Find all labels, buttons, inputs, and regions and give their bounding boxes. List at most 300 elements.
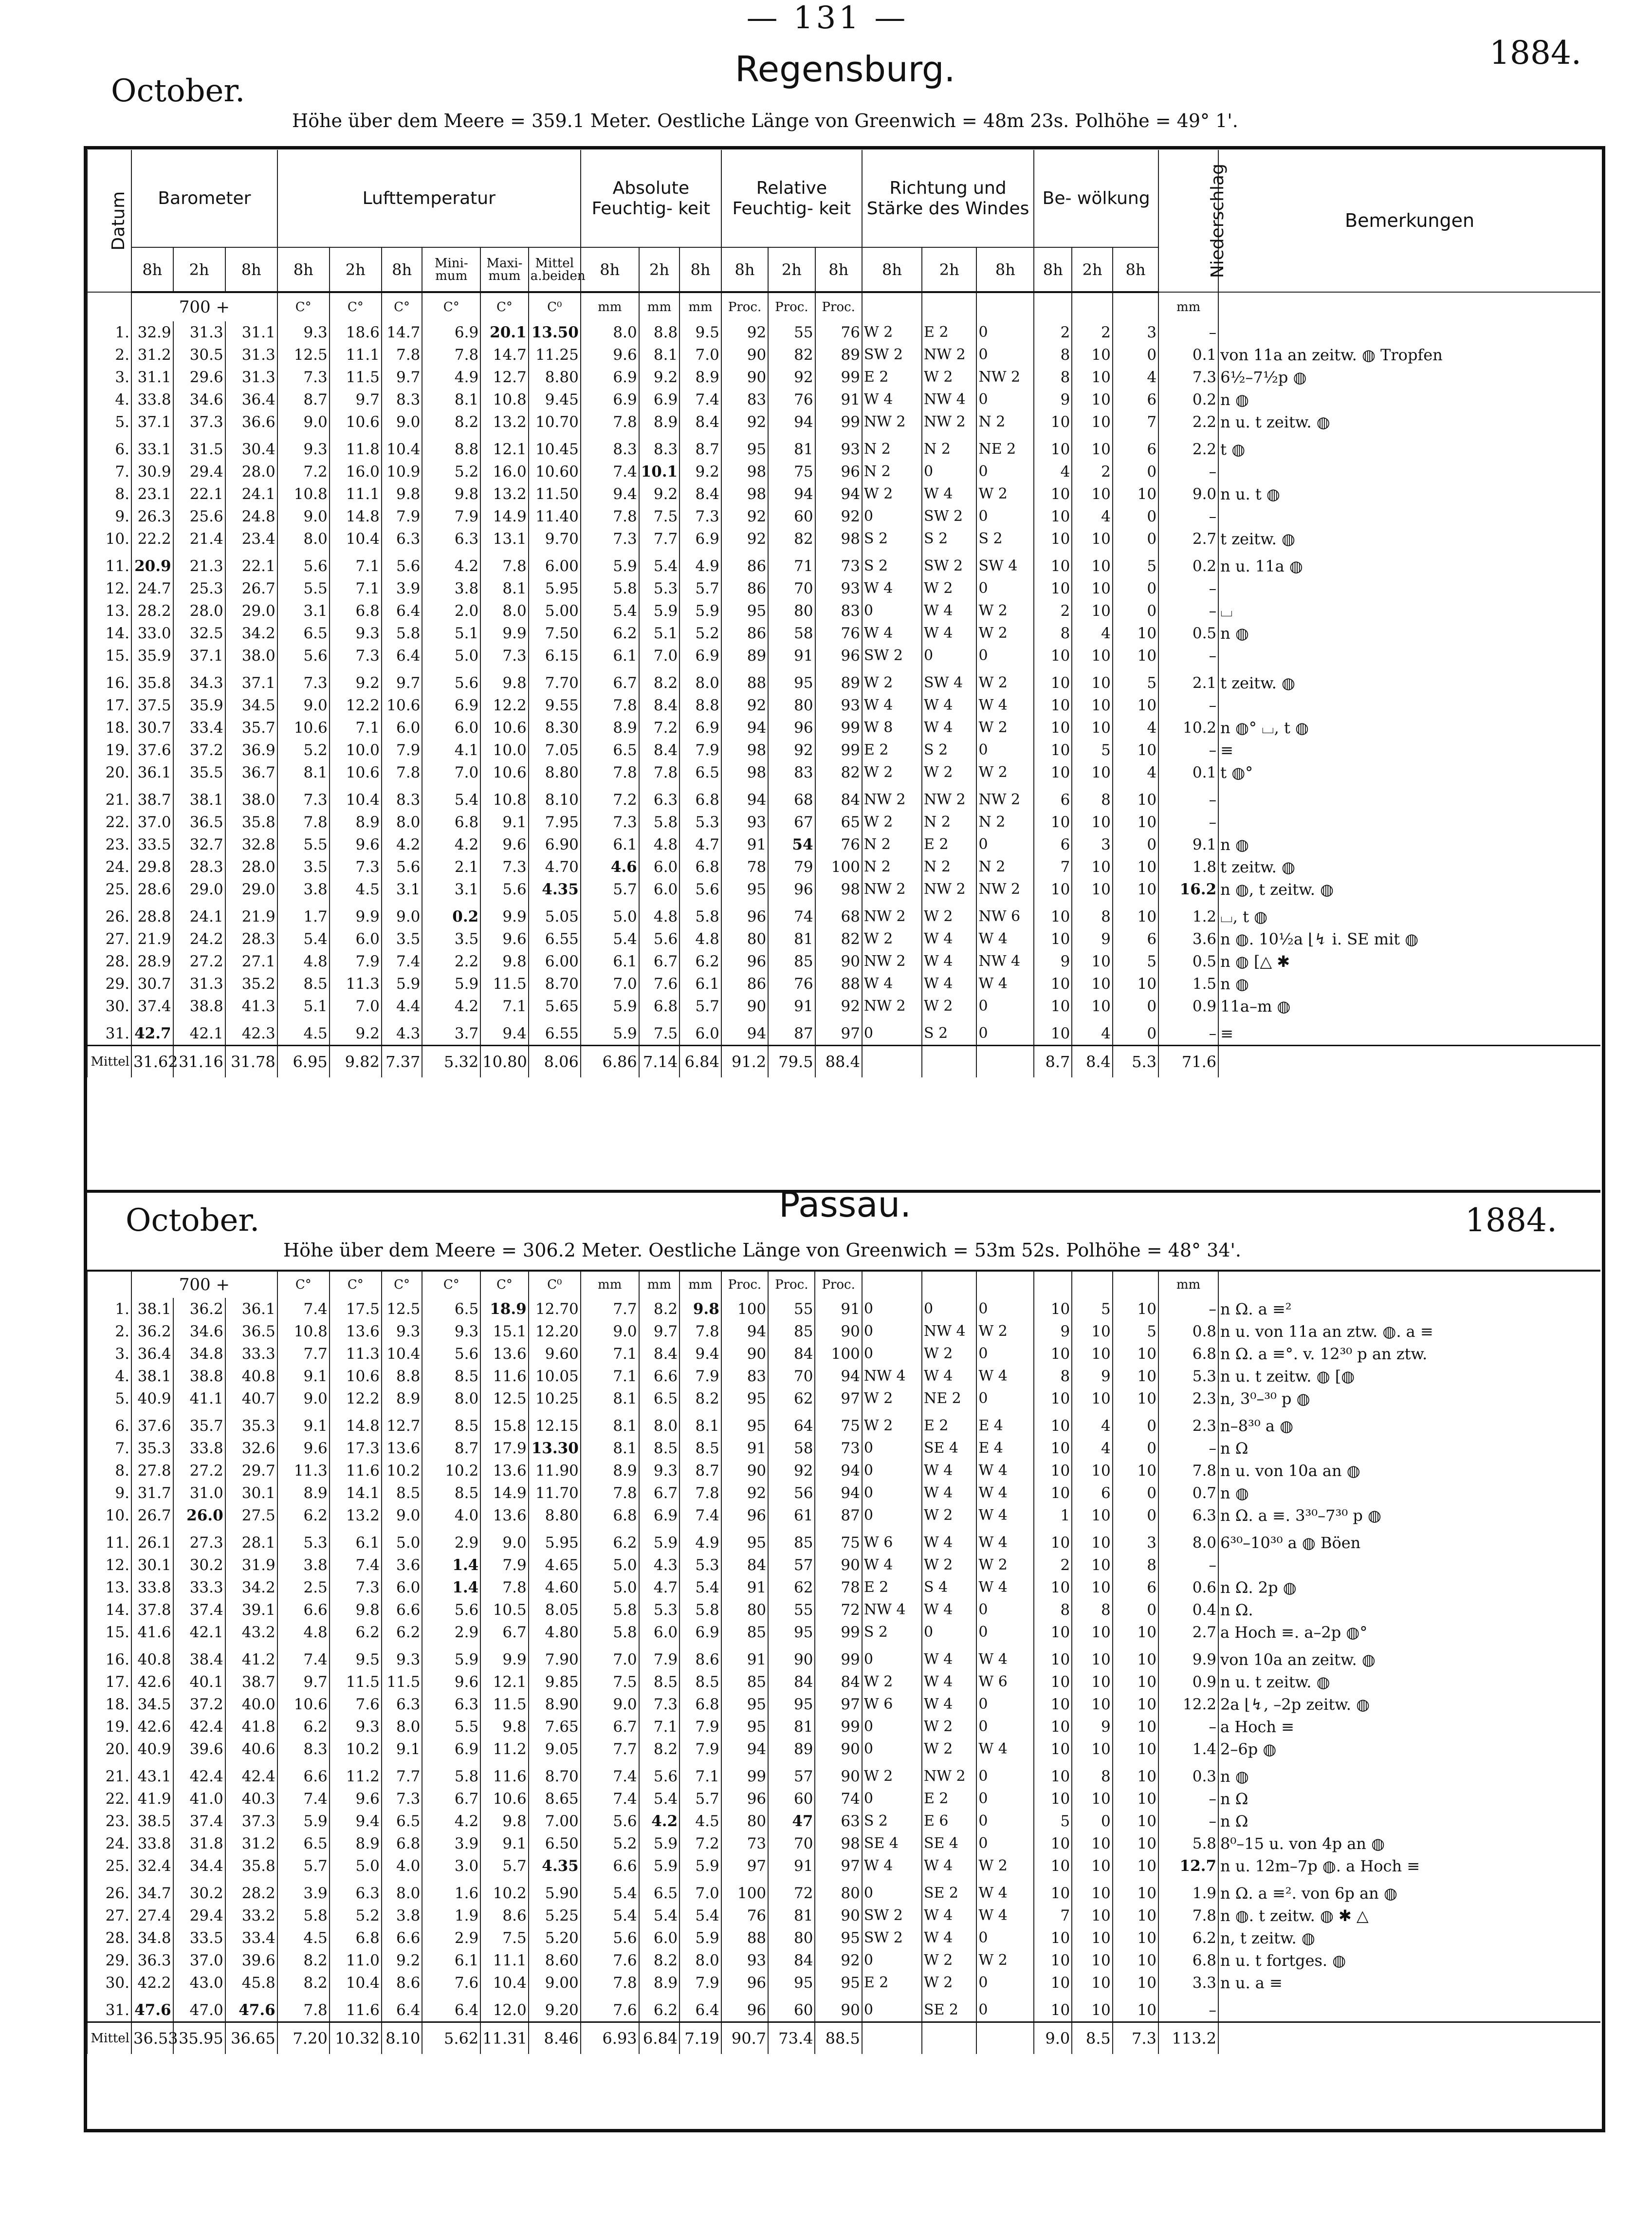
cell-wind-8h-evening: 0 <box>976 739 1034 761</box>
cell-niederschlag: – <box>1158 811 1218 833</box>
cell-wind-8h-evening: W 4 <box>976 1738 1034 1760</box>
cell-temp-8h: 5.1 <box>277 995 330 1017</box>
table-row <box>87 438 1600 461</box>
cell-baro-8h: 31.1 <box>131 366 173 388</box>
table-row <box>87 1972 1600 1994</box>
cell-wind-2h: S 2 <box>922 1022 976 1046</box>
table-row <box>87 1532 1600 1554</box>
cell-temp-max: 9.6 <box>480 833 528 856</box>
table-row <box>87 1320 1600 1343</box>
cell-niederschlag: 1.2 <box>1158 906 1218 928</box>
cell-abs-8h-evening: 5.6 <box>679 878 721 901</box>
cell-rel-2h: 80 <box>768 600 815 622</box>
cell-temp-min: 6.3 <box>422 1693 480 1716</box>
cell-bemerkung: n Ω <box>1218 1788 1600 1810</box>
cell-cloud-8h: 10 <box>1034 1298 1072 1320</box>
cell-niederschlag: 0.1 <box>1158 344 1218 366</box>
cell-baro-8h: 42.7 <box>131 1022 173 1046</box>
cell-rel-2h: 55 <box>768 1599 815 1621</box>
cell-temp-min: 10.2 <box>422 1460 480 1482</box>
cell-rel-8h: 93 <box>721 811 768 833</box>
cell-temp-8h-evening: 3.5 <box>382 928 422 950</box>
cell-abs-8h: 8.1 <box>581 1387 639 1410</box>
cell-baro-8h-evening: 34.5 <box>225 694 277 717</box>
table-row <box>87 973 1600 995</box>
cell-rel-8h-evening: 80 <box>815 1882 862 1905</box>
cell-temp-8h: 6.2 <box>277 1716 330 1738</box>
cell-abs-8h: 7.8 <box>581 1482 639 1504</box>
cell-temp-8h: 5.5 <box>277 577 330 600</box>
cell-abs-2h: 8.4 <box>639 694 680 717</box>
cell-baro-8h-evening: 37.1 <box>225 672 277 694</box>
unit-c: C° <box>382 292 422 321</box>
cell-abs-8h-evening: 9.5 <box>679 321 721 344</box>
cell-rel-2h: 84 <box>768 1343 815 1365</box>
cell-wind-8h-evening: 0 <box>976 1621 1034 1644</box>
cell-rel-2h: 76 <box>768 388 815 411</box>
cell-wind-8h: NW 4 <box>862 1599 922 1621</box>
cell-temp-8h-evening: 6.6 <box>382 1599 422 1621</box>
cell-cloud-2h: 10 <box>1072 1504 1113 1527</box>
cell-temp-2h: 11.1 <box>330 344 382 366</box>
cell-temp-mittel: 7.00 <box>529 1810 581 1832</box>
cell-temp-8h: 6.5 <box>277 622 330 645</box>
mean-temp-2h: 9.82 <box>330 1046 382 1078</box>
cell-niederschlag: – <box>1158 1298 1218 1320</box>
cell-wind-2h: W 4 <box>922 1365 976 1387</box>
cell-wind-8h-evening: NW 4 <box>976 950 1034 973</box>
cell-date: 19. <box>87 1716 131 1738</box>
cell-wind-2h: E 2 <box>922 321 976 344</box>
cell-temp-2h: 9.3 <box>330 1716 382 1738</box>
cell-wind-8h: 0 <box>862 1648 922 1671</box>
cell-bemerkung: ⌴, t ◍ <box>1218 906 1600 928</box>
cell-baro-2h: 21.3 <box>173 555 225 577</box>
cell-wind-8h-evening: 0 <box>976 1832 1034 1855</box>
cell-baro-8h: 32.9 <box>131 321 173 344</box>
cell-cloud-8h-evening: 0 <box>1113 600 1158 622</box>
col-2h: 2h <box>768 247 815 292</box>
cell-abs-2h: 9.7 <box>639 1320 680 1343</box>
cell-cloud-8h: 10 <box>1034 1532 1072 1554</box>
cell-temp-max: 13.6 <box>480 1504 528 1527</box>
cell-temp-max: 13.1 <box>480 528 528 550</box>
mean-temp-2h: 10.32 <box>330 2022 382 2054</box>
cell-temp-2h: 7.4 <box>330 1554 382 1576</box>
cell-abs-8h-evening: 6.8 <box>679 789 721 811</box>
cell-wind-2h: 0 <box>922 645 976 667</box>
cell-wind-8h: N 2 <box>862 833 922 856</box>
cell-temp-2h: 10.6 <box>330 1365 382 1387</box>
cell-baro-8h-evening: 30.1 <box>225 1482 277 1504</box>
cell-temp-8h: 5.6 <box>277 555 330 577</box>
unit-c: C° <box>277 1271 330 1298</box>
cell-wind-8h-evening: 0 <box>976 1810 1034 1832</box>
cell-cloud-8h: 9 <box>1034 1320 1072 1343</box>
cell-abs-2h: 5.4 <box>639 555 680 577</box>
cell-temp-mittel: 8.70 <box>529 1765 581 1788</box>
cell-baro-2h: 31.3 <box>173 973 225 995</box>
cell-baro-8h-evening: 36.1 <box>225 1298 277 1320</box>
cell-baro-8h-evening: 24.1 <box>225 483 277 505</box>
cell-rel-8h-evening: 84 <box>815 789 862 811</box>
cell-wind-8h: W 4 <box>862 1855 922 1877</box>
cell-baro-8h-evening: 26.7 <box>225 577 277 600</box>
cell-rel-2h: 95 <box>768 1972 815 1994</box>
cell-wind-2h: W 4 <box>922 1648 976 1671</box>
cell-date: 11. <box>87 1532 131 1554</box>
cell-wind-2h: W 4 <box>922 483 976 505</box>
cell-baro-8h-evening: 31.3 <box>225 344 277 366</box>
cell-temp-2h: 9.9 <box>330 906 382 928</box>
cell-temp-2h: 14.8 <box>330 1415 382 1437</box>
cell-cloud-8h-evening: 10 <box>1113 1855 1158 1877</box>
cell-cloud-8h: 10 <box>1034 1927 1072 1949</box>
table-row <box>87 717 1600 739</box>
niederschlag-header: Niederschlag <box>1158 150 1218 292</box>
table-row <box>87 622 1600 645</box>
cell-temp-max: 9.1 <box>480 1832 528 1855</box>
cell-cloud-8h: 10 <box>1034 995 1072 1017</box>
cell-baro-8h: 38.5 <box>131 1810 173 1832</box>
cell-date: 31. <box>87 1022 131 1046</box>
cell-wind-8h-evening: W 4 <box>976 973 1034 995</box>
cell-abs-2h: 10.1 <box>639 461 680 483</box>
cell-cloud-2h: 10 <box>1072 1648 1113 1671</box>
cell-abs-2h: 5.9 <box>639 1532 680 1554</box>
cell-rel-8h-evening: 73 <box>815 555 862 577</box>
cell-baro-8h: 37.6 <box>131 739 173 761</box>
cell-temp-min: 3.7 <box>422 1022 480 1046</box>
cell-baro-2h: 29.4 <box>173 1905 225 1927</box>
cell-rel-8h: 91 <box>721 1437 768 1460</box>
cell-temp-min: 6.9 <box>422 321 480 344</box>
unit-mm: mm <box>1158 292 1218 321</box>
cell-temp-max: 20.1 <box>480 321 528 344</box>
cell-temp-min: 8.0 <box>422 1387 480 1410</box>
cell-date: 28. <box>87 950 131 973</box>
cell-temp-max: 11.5 <box>480 973 528 995</box>
cell-cloud-2h: 10 <box>1072 1387 1113 1410</box>
cell-temp-8h: 8.5 <box>277 973 330 995</box>
cell-niederschlag: 1.5 <box>1158 973 1218 995</box>
cell-baro-8h: 42.6 <box>131 1716 173 1738</box>
cell-cloud-8h-evening: 6 <box>1113 1576 1158 1599</box>
cell-wind-8h-evening: 0 <box>976 1716 1034 1738</box>
cell-rel-8h-evening: 76 <box>815 833 862 856</box>
cell-baro-8h: 36.2 <box>131 1320 173 1343</box>
cell-baro-8h: 30.9 <box>131 461 173 483</box>
passau-rows <box>87 1298 1600 2054</box>
cell-wind-8h-evening: W 6 <box>976 1671 1034 1693</box>
cell-wind-8h-evening: W 4 <box>976 1460 1034 1482</box>
cell-cloud-8h: 10 <box>1034 1882 1072 1905</box>
cell-cloud-2h: 10 <box>1072 411 1113 433</box>
table-row <box>87 995 1600 1017</box>
cell-rel-8h: 97 <box>721 1855 768 1877</box>
cell-wind-8h: NW 2 <box>862 878 922 901</box>
bemerkungen-header: Bemerkungen <box>1218 150 1600 292</box>
cell-abs-8h-evening: 7.9 <box>679 1716 721 1738</box>
datum-header: Datum <box>87 150 131 292</box>
cell-abs-8h: 8.9 <box>581 1460 639 1482</box>
cell-cloud-8h-evening: 10 <box>1113 1999 1158 2022</box>
cell-abs-2h: 9.2 <box>639 483 680 505</box>
cell-bemerkung: a Hoch ≡. a–2p ◍° <box>1218 1621 1600 1644</box>
cell-wind-8h: S 2 <box>862 1621 922 1644</box>
cell-baro-8h: 37.6 <box>131 1415 173 1437</box>
cell-baro-8h-evening: 28.0 <box>225 856 277 878</box>
cell-temp-8h: 6.2 <box>277 1504 330 1527</box>
cell-bemerkung: n u. t zeitw. ◍ <box>1218 1671 1600 1693</box>
cell-baro-8h: 34.7 <box>131 1882 173 1905</box>
cell-bemerkung <box>1218 1999 1600 2022</box>
table-row <box>87 950 1600 973</box>
cell-baro-2h: 31.5 <box>173 438 225 461</box>
cell-baro-2h: 42.1 <box>173 1621 225 1644</box>
cell-abs-8h: 6.6 <box>581 1855 639 1877</box>
table-row <box>87 833 1600 856</box>
unit-cell <box>1113 292 1158 321</box>
cell-temp-2h: 16.0 <box>330 461 382 483</box>
cell-wind-2h: SE 4 <box>922 1832 976 1855</box>
cell-temp-8h-evening: 12.7 <box>382 1415 422 1437</box>
unit-cell <box>1218 292 1600 321</box>
cell-baro-8h-evening: 21.9 <box>225 906 277 928</box>
cell-wind-8h: W 2 <box>862 672 922 694</box>
cell-abs-2h: 7.5 <box>639 1022 680 1046</box>
cell-cloud-8h: 10 <box>1034 1972 1072 1994</box>
cell-bemerkung: n ◍. 10½a ⌊↯ i. SE mit ◍ <box>1218 928 1600 950</box>
cell-baro-8h-evening: 31.1 <box>225 321 277 344</box>
cell-wind-8h-evening: 0 <box>976 1765 1034 1788</box>
cell-niederschlag: 2.3 <box>1158 1387 1218 1410</box>
cell-temp-mittel: 9.45 <box>529 388 581 411</box>
cell-temp-mittel: 8.60 <box>529 1949 581 1972</box>
table-row <box>87 366 1600 388</box>
cell-cloud-8h-evening: 0 <box>1113 1504 1158 1527</box>
cell-rel-2h: 95 <box>768 1621 815 1644</box>
cell-temp-2h: 10.2 <box>330 1738 382 1760</box>
table-row <box>87 1810 1600 1832</box>
cell-wind-2h: W 2 <box>922 577 976 600</box>
cell-niederschlag: 2.3 <box>1158 1415 1218 1437</box>
unit-mm: mm <box>581 292 639 321</box>
cell-temp-max: 14.9 <box>480 1482 528 1504</box>
cell-rel-8h-evening: 96 <box>815 645 862 667</box>
cell-rel-8h-evening: 92 <box>815 1949 862 1972</box>
col-8h: 8h <box>862 247 922 292</box>
cell-abs-8h-evening: 4.9 <box>679 1532 721 1554</box>
cell-baro-2h: 37.0 <box>173 1949 225 1972</box>
cell-temp-max: 10.6 <box>480 717 528 739</box>
cell-cloud-2h: 5 <box>1072 739 1113 761</box>
cell-temp-mittel: 9.05 <box>529 1738 581 1760</box>
cell-temp-8h: 6.6 <box>277 1765 330 1788</box>
cell-cloud-8h-evening: 5 <box>1113 950 1158 973</box>
unit-baro: 700 + <box>131 1271 277 1298</box>
cell-wind-2h: W 4 <box>922 973 976 995</box>
cell-baro-8h: 22.2 <box>131 528 173 550</box>
table-row <box>87 1460 1600 1482</box>
cell-temp-min: 4.9 <box>422 366 480 388</box>
cell-rel-8h: 94 <box>721 1022 768 1046</box>
cell-abs-2h: 8.4 <box>639 1343 680 1365</box>
cell-abs-8h-evening: 7.4 <box>679 1504 721 1527</box>
cell-temp-8h: 8.0 <box>277 528 330 550</box>
regensburg-table <box>87 150 1600 1077</box>
cell-wind-2h: S 2 <box>922 739 976 761</box>
cell-temp-2h: 13.6 <box>330 1320 382 1343</box>
cell-abs-2h: 6.5 <box>639 1882 680 1905</box>
cell-temp-8h: 8.1 <box>277 761 330 784</box>
cell-abs-8h-evening: 9.2 <box>679 461 721 483</box>
cell-date: 24. <box>87 1832 131 1855</box>
cell-cloud-8h: 9 <box>1034 388 1072 411</box>
cell-wind-8h: NW 2 <box>862 995 922 1017</box>
cell-abs-8h: 8.3 <box>581 438 639 461</box>
cell-cloud-8h-evening: 10 <box>1113 1905 1158 1927</box>
cell-temp-max: 9.9 <box>480 1648 528 1671</box>
cell-temp-min: 9.3 <box>422 1320 480 1343</box>
cell-temp-2h: 11.6 <box>330 1460 382 1482</box>
cell-rel-8h: 90 <box>721 366 768 388</box>
cell-cloud-2h: 2 <box>1072 461 1113 483</box>
unit-baro: 700 + <box>131 292 277 321</box>
cell-temp-8h: 9.3 <box>277 438 330 461</box>
cell-temp-8h-evening: 9.0 <box>382 411 422 433</box>
cell-baro-2h: 29.0 <box>173 878 225 901</box>
cell-abs-2h: 5.3 <box>639 577 680 600</box>
table-row <box>87 1738 1600 1760</box>
col-2h: 2h <box>173 247 225 292</box>
cell-wind-8h-evening: W 4 <box>976 1482 1034 1504</box>
cell-wind-2h: SE 4 <box>922 1437 976 1460</box>
cell-baro-2h: 27.3 <box>173 1532 225 1554</box>
cell-rel-8h-evening: 90 <box>815 1738 862 1760</box>
cell-date: 4. <box>87 1365 131 1387</box>
cell-abs-8h-evening: 7.4 <box>679 388 721 411</box>
cell-temp-8h-evening: 4.4 <box>382 995 422 1017</box>
col-minimum: Mini- mum <box>422 247 480 292</box>
cell-wind-8h: SW 2 <box>862 344 922 366</box>
cell-baro-8h-evening: 40.8 <box>225 1365 277 1387</box>
cell-date: 7. <box>87 461 131 483</box>
cell-temp-max: 12.2 <box>480 694 528 717</box>
cell-temp-2h: 11.3 <box>330 1343 382 1365</box>
mean-row <box>87 2022 1600 2054</box>
mean-rel-8h: 90.7 <box>721 2022 768 2054</box>
cell-abs-8h: 7.4 <box>581 1788 639 1810</box>
cell-cloud-2h: 10 <box>1072 1320 1113 1343</box>
table-row <box>87 761 1600 784</box>
cell-date: 4. <box>87 388 131 411</box>
cell-niederschlag: – <box>1158 505 1218 528</box>
cell-temp-min: 5.2 <box>422 461 480 483</box>
cell-rel-8h-evening: 99 <box>815 717 862 739</box>
cell-rel-8h: 90 <box>721 1460 768 1482</box>
cell-abs-8h-evening: 7.8 <box>679 1320 721 1343</box>
cell-baro-8h: 30.1 <box>131 1554 173 1576</box>
mean-abs-2h: 7.14 <box>639 1046 680 1078</box>
cell-cloud-2h: 10 <box>1072 1832 1113 1855</box>
cell-niederschlag: – <box>1158 577 1218 600</box>
cell-temp-max: 9.8 <box>480 672 528 694</box>
cell-niederschlag: 3.3 <box>1158 1972 1218 1994</box>
cell-baro-8h-evening: 42.4 <box>225 1765 277 1788</box>
cell-wind-8h-evening: W 2 <box>976 761 1034 784</box>
cell-temp-8h-evening: 8.0 <box>382 1716 422 1738</box>
group-gap <box>87 901 1600 906</box>
cell-rel-8h-evening: 96 <box>815 461 862 483</box>
cell-rel-8h-evening: 98 <box>815 878 862 901</box>
cell-abs-8h-evening: 5.3 <box>679 1554 721 1576</box>
cell-temp-8h: 10.6 <box>277 1693 330 1716</box>
cell-temp-min: 2.1 <box>422 856 480 878</box>
cell-temp-mittel: 6.00 <box>529 555 581 577</box>
cell-temp-max: 12.5 <box>480 1387 528 1410</box>
cell-rel-8h-evening: 97 <box>815 1693 862 1716</box>
cell-abs-8h-evening: 5.2 <box>679 622 721 645</box>
col-2h: 2h <box>330 247 382 292</box>
cell-date: 12. <box>87 1554 131 1576</box>
cell-abs-2h: 7.7 <box>639 528 680 550</box>
cell-baro-8h: 40.9 <box>131 1387 173 1410</box>
cell-wind-8h-evening: W 4 <box>976 1532 1034 1554</box>
cell-abs-2h: 7.6 <box>639 973 680 995</box>
cell-abs-8h: 7.3 <box>581 811 639 833</box>
cell-cloud-8h: 10 <box>1034 1693 1072 1716</box>
cell-baro-2h: 47.0 <box>173 1999 225 2022</box>
cell-baro-2h: 21.4 <box>173 528 225 550</box>
cell-temp-2h: 14.8 <box>330 505 382 528</box>
cell-wind-8h: 0 <box>862 1320 922 1343</box>
cell-temp-8h: 5.7 <box>277 1855 330 1877</box>
mean-cloud-8h-evening: 5.3 <box>1113 1046 1158 1078</box>
cell-temp-8h: 5.4 <box>277 928 330 950</box>
cell-temp-8h: 7.4 <box>277 1648 330 1671</box>
cell-temp-2h: 10.0 <box>330 739 382 761</box>
cell-baro-2h: 30.2 <box>173 1882 225 1905</box>
cell-abs-2h: 8.2 <box>639 1738 680 1760</box>
cell-temp-8h-evening: 6.3 <box>382 528 422 550</box>
cell-wind-8h-evening: W 2 <box>976 1949 1034 1972</box>
cell-temp-max: 11.5 <box>480 1693 528 1716</box>
cell-rel-2h: 84 <box>768 1949 815 1972</box>
cell-baro-8h: 28.6 <box>131 878 173 901</box>
cell-temp-min: 5.5 <box>422 1716 480 1738</box>
cell-temp-8h: 5.9 <box>277 1810 330 1832</box>
table-row <box>87 600 1600 622</box>
cell-temp-8h: 9.6 <box>277 1437 330 1460</box>
cell-temp-min: 8.7 <box>422 1437 480 1460</box>
cell-baro-8h-evening: 29.7 <box>225 1460 277 1482</box>
cell-wind-8h: 0 <box>862 1298 922 1320</box>
cell-cloud-8h: 10 <box>1034 761 1072 784</box>
cell-rel-2h: 96 <box>768 878 815 901</box>
cell-abs-8h: 7.7 <box>581 1298 639 1320</box>
cell-baro-8h: 24.7 <box>131 577 173 600</box>
cell-temp-2h: 11.0 <box>330 1949 382 1972</box>
cell-bemerkung: 6³⁰–10³⁰ a ◍ Böen <box>1218 1532 1600 1554</box>
cell-abs-2h: 6.6 <box>639 1365 680 1387</box>
cell-abs-2h: 7.8 <box>639 761 680 784</box>
cell-rel-8h: 94 <box>721 789 768 811</box>
cell-abs-8h-evening: 7.9 <box>679 1738 721 1760</box>
cell-niederschlag: 9.1 <box>1158 833 1218 856</box>
cell-baro-8h-evening: 23.4 <box>225 528 277 550</box>
cell-date: 23. <box>87 833 131 856</box>
